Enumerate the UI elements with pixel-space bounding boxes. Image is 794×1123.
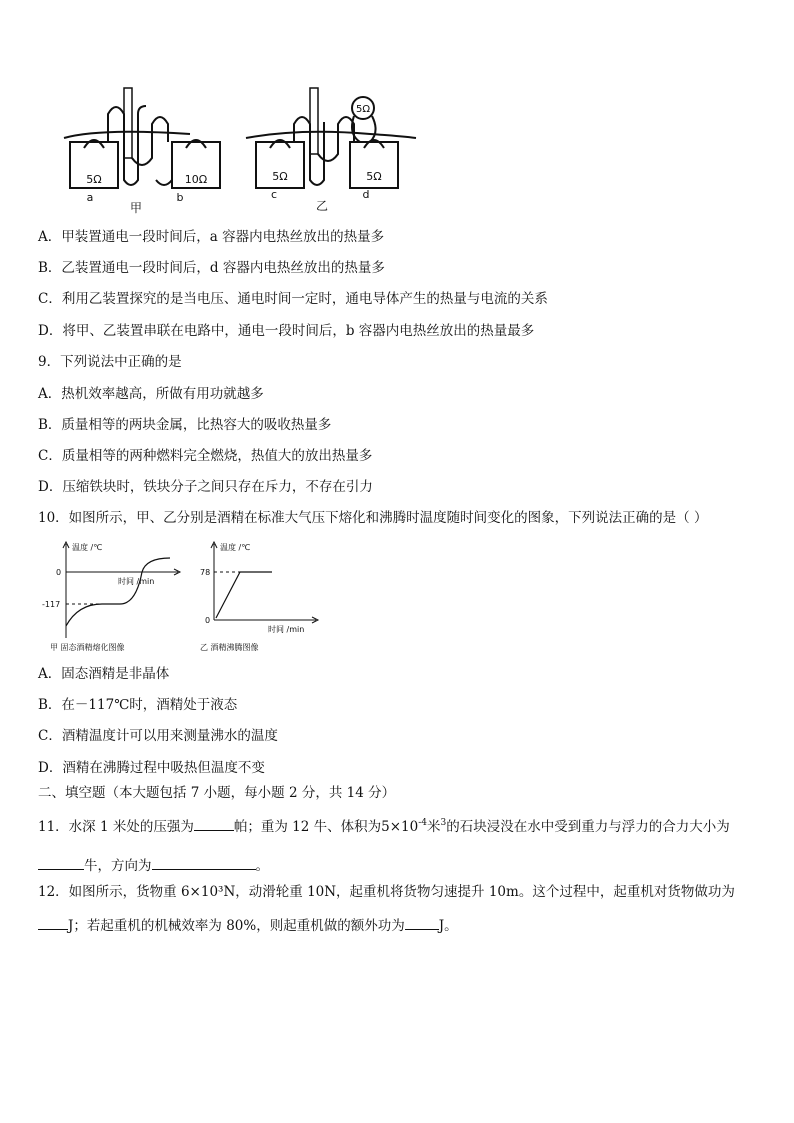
q8-option-c: C．利用乙装置探究的是当电压、通电时间一定时，通电导体产生的热量与电流的关系 bbox=[38, 291, 548, 307]
melting-graph-ylabel: 温度 /℃ bbox=[72, 543, 103, 552]
resistor-top-label: 5Ω bbox=[355, 104, 371, 115]
melting-graph-xlabel: 时间 /min bbox=[118, 577, 155, 586]
resistor-c-label: 5Ω bbox=[272, 170, 288, 183]
melting-graph-zero: 0 bbox=[56, 568, 62, 577]
melting-graph-caption: 甲 固态酒精熔化图像 bbox=[50, 643, 125, 652]
q10-stem: 10．如图所示，甲、乙分别是酒精在标准大气压下熔化和沸腾时温度随时间变化的图象，下列说法正确的是（ ） bbox=[38, 510, 708, 526]
container-b-label: b bbox=[176, 191, 184, 204]
q11-blank-pressure[interactable] bbox=[194, 816, 234, 831]
container-c-label: c bbox=[270, 188, 278, 201]
q11-part3: 的石块浸没在水中受到重力与浮力的合力大小为 bbox=[446, 819, 730, 835]
q11-blank-direction[interactable] bbox=[152, 855, 256, 870]
boiling-graph-mark: 78 bbox=[200, 568, 211, 577]
q10-option-d: D．酒精在沸腾过程中吸热但温度不变 bbox=[38, 760, 265, 776]
q9-option-c: C．质量相等的两种燃料完全燃烧，热值大的放出热量多 bbox=[38, 448, 373, 464]
q11-blank-force[interactable] bbox=[38, 855, 84, 870]
q12-line1: 12．如图所示，货物重 6×10³N，动滑轮重 10N，起重机将货物匀速提升 10m。这个过程中，起重机对货物做功为 bbox=[38, 884, 735, 900]
q11-part1: 11．水深 1 米处的压强为 bbox=[38, 819, 194, 835]
q11-volume-expression: $5\times 10^{-4}$米$^3$ bbox=[381, 818, 447, 835]
boiling-graph bbox=[196, 538, 326, 656]
q8-option-b: B．乙装置通电一段时间后，d 容器内电热丝放出的热量多 bbox=[38, 260, 385, 276]
q12-part2: J；若起重机的机械效率为 80%，则起重机做的额外功为 bbox=[68, 918, 405, 934]
joule-heating-apparatus-figure bbox=[60, 84, 420, 218]
boiling-graph-zero: 0 bbox=[205, 616, 211, 625]
q10-option-a: A．固态酒精是非晶体 bbox=[38, 666, 170, 682]
q12-part3: J。 bbox=[438, 918, 458, 934]
q12-blank-extra-work[interactable] bbox=[405, 915, 439, 930]
section-fill-in-heading: 二、填空题（本大题包括 7 小题，每小题 2 分，共 14 分） bbox=[38, 785, 396, 801]
q9-option-d: D．压缩铁块时，铁块分子之间只存在斥力，不存在引力 bbox=[38, 479, 373, 495]
q11-line2 bbox=[38, 855, 269, 875]
q8-option-d: D．将甲、乙装置串联在电路中，通电一段时间后，b 容器内电热丝放出的热量最多 bbox=[38, 323, 535, 339]
q10-option-c: C．酒精温度计可以用来测量沸水的温度 bbox=[38, 728, 278, 744]
resistor-b-label: 10Ω bbox=[184, 173, 208, 186]
q9-stem: 9．下列说法中正确的是 bbox=[38, 354, 182, 370]
boiling-graph-ylabel: 温度 /℃ bbox=[220, 543, 251, 552]
q11-part4: 牛，方向为 bbox=[84, 858, 152, 874]
boiling-graph-xlabel: 时间 /min bbox=[268, 625, 305, 634]
resistor-d-label: 5Ω bbox=[366, 170, 382, 183]
q9-option-a: A．热机效率越高，所做有用功就越多 bbox=[38, 386, 264, 402]
melting-graph bbox=[36, 538, 186, 656]
q12-blank-work[interactable] bbox=[38, 915, 68, 930]
q9-option-b: B．质量相等的两块金属，比热容大的吸收热量多 bbox=[38, 417, 332, 433]
q10-option-b: B．在－117℃时，酒精处于液态 bbox=[38, 697, 238, 713]
boiling-graph-caption: 乙 酒精沸腾图像 bbox=[200, 643, 259, 652]
resistor-a-label: 5Ω bbox=[86, 173, 102, 186]
melting-graph-mark: -117 bbox=[42, 600, 61, 609]
q11-part2: 帕；重为 12 牛、体积为 bbox=[233, 819, 382, 835]
q8-option-a: A．甲装置通电一段时间后，a 容器内电热丝放出的热量多 bbox=[38, 229, 385, 245]
q11-part5: 。 bbox=[255, 858, 269, 874]
container-a-label: a bbox=[86, 191, 94, 204]
q11-line1 bbox=[38, 816, 730, 836]
apparatus-yi-label: 乙 bbox=[315, 199, 329, 213]
q12-line2 bbox=[38, 915, 458, 935]
apparatus-jia-label: 甲 bbox=[129, 201, 143, 215]
container-d-label: d bbox=[362, 188, 370, 201]
